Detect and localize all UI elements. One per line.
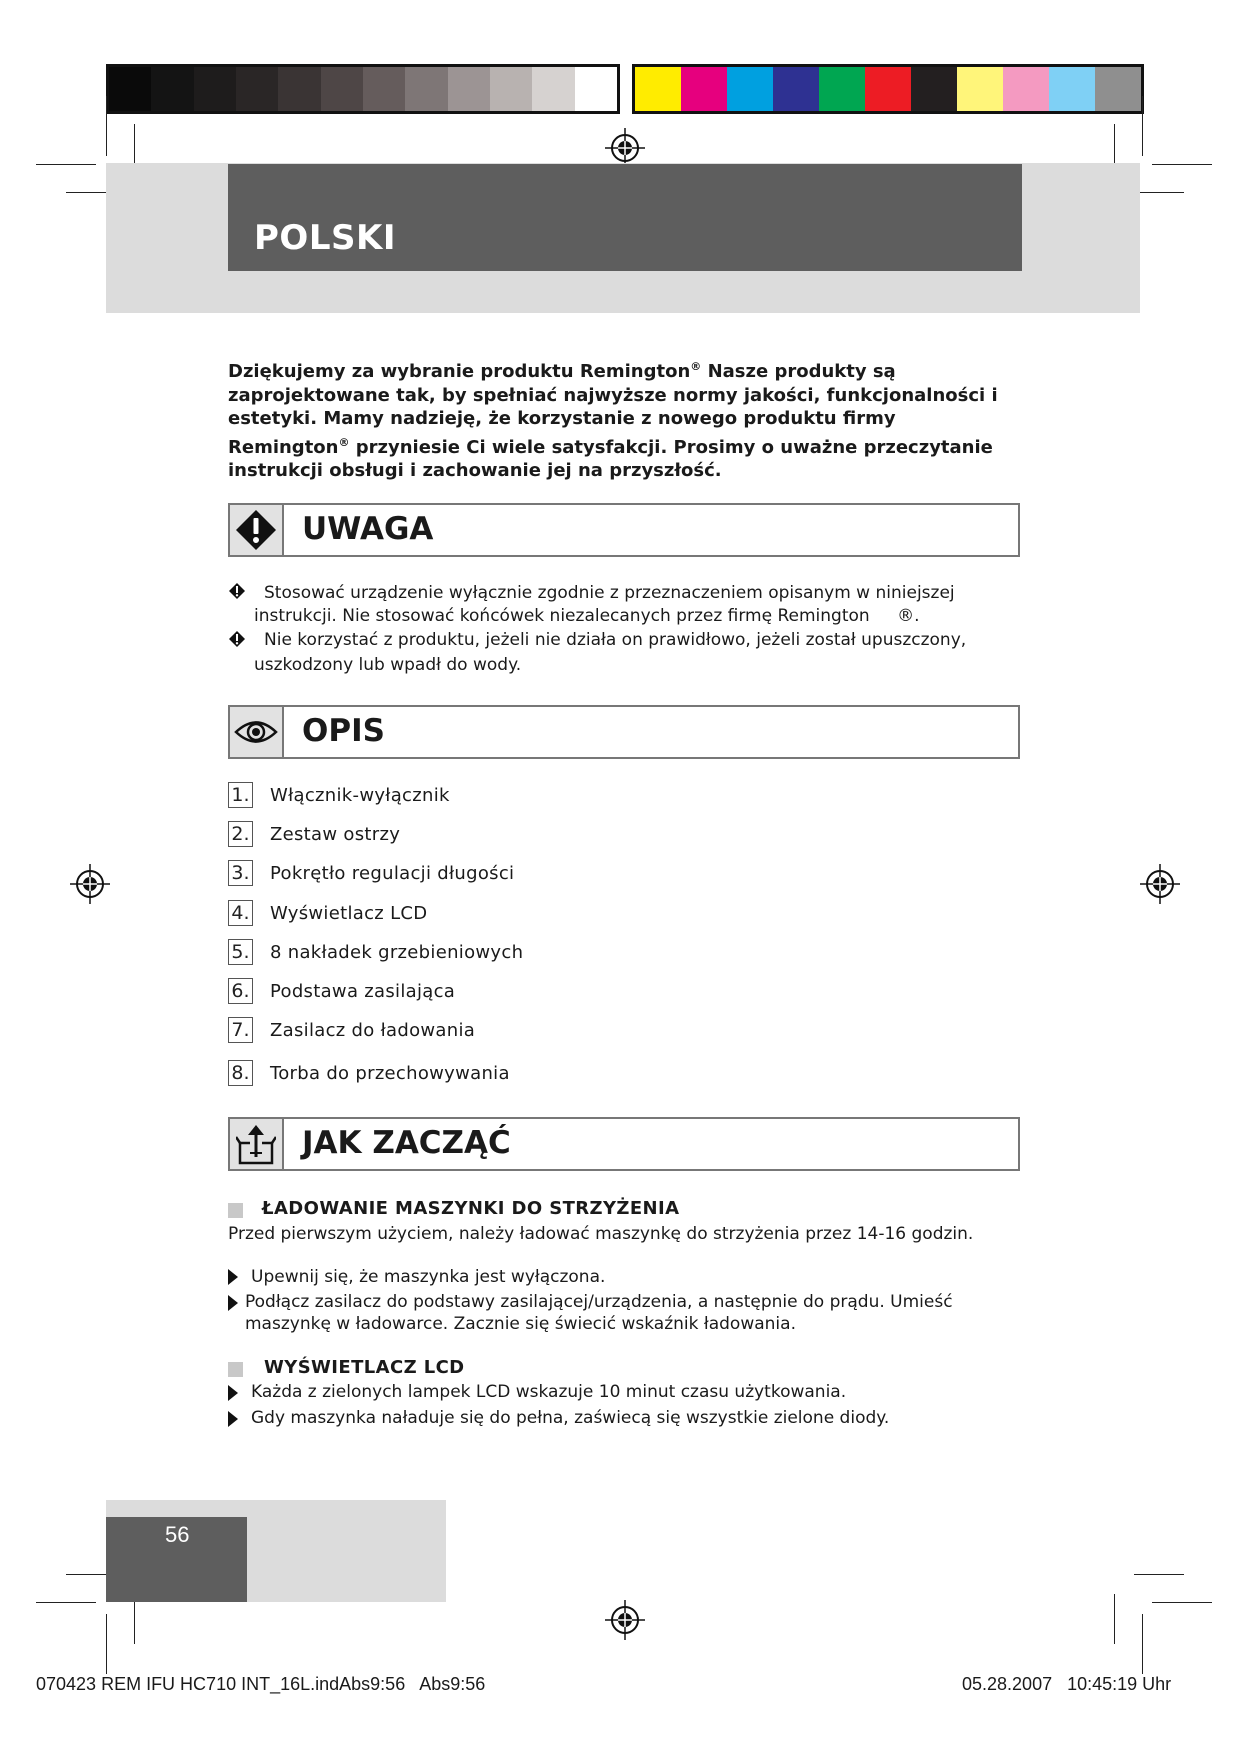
- warning-icon: [230, 505, 284, 555]
- lcd-bullet: Gdy maszynka naładuje się do pełna, zaświecą się wszystkie zielone diody.: [251, 1408, 890, 1428]
- color-swatch: [151, 67, 193, 111]
- item-number: 5.: [228, 939, 253, 965]
- lcd-heading: WYŚWIETLACZ LCD: [264, 1357, 465, 1378]
- list-item: [228, 780, 450, 810]
- lcd-bullet: Każda z zielonych lampek LCD wskazuje 10 minut czasu użytkowania.: [251, 1382, 847, 1402]
- color-swatch: [635, 67, 681, 111]
- color-swatch: [448, 67, 490, 111]
- color-swatch: [532, 67, 574, 111]
- crop-mark: [106, 1614, 107, 1674]
- list-item: [228, 1015, 475, 1045]
- item-number: 2.: [228, 821, 253, 847]
- crop-mark: [106, 96, 107, 156]
- item-label: Zasilacz do ładowania: [270, 1019, 476, 1041]
- list-item: [228, 976, 455, 1006]
- item-number: 1.: [228, 782, 253, 808]
- warning-bullet-icon: [228, 582, 246, 600]
- section-uwaga: [228, 503, 1020, 557]
- color-swatch: [957, 67, 1003, 111]
- color-swatch: [1095, 67, 1141, 111]
- item-label: Pokrętło regulacji długości: [270, 862, 515, 884]
- color-swatch: [490, 67, 532, 111]
- crop-mark: [1114, 1594, 1115, 1644]
- item-label: Torba do przechowywania: [270, 1062, 510, 1084]
- warning-item: [228, 628, 1018, 678]
- registration-mark-icon: [70, 864, 110, 904]
- item-label: 8 nakładek grzebieniowych: [270, 941, 524, 963]
- subheading-marker: [228, 1362, 243, 1377]
- intro-paragraph: Dziękujemy za wybranie produktu Remington® Nasze produkty są zaprojektowane tak, by spełniać najwyższe normy jakości, funkcjonalności i estetyki. Mamy nadzieję, że korzystanie z nowego produktu firmy Remington® przyniesie Ci wiele satysfakcji. Prosimy o uważne przeczytanie instrukcji obsługi i zachowanie jej na przyszłość.: [228, 360, 998, 481]
- warning-text-suffix: ®.: [897, 606, 920, 626]
- grayscale-color-bar: [106, 64, 620, 114]
- color-swatch: [911, 67, 957, 111]
- item-number: 4.: [228, 900, 253, 926]
- process-color-bar: [632, 64, 1144, 114]
- unbox-icon: [230, 1119, 284, 1169]
- color-swatch: [727, 67, 773, 111]
- page-title: POLSKI: [254, 218, 396, 258]
- item-number: 3.: [228, 860, 253, 886]
- item-number: 8.: [228, 1060, 253, 1086]
- warning-item: [228, 582, 1018, 628]
- charging-text: Przed pierwszym użyciem, należy ładować maszynkę do strzyżenia przez 14-16 godzin.: [228, 1224, 974, 1244]
- crop-mark: [1134, 1574, 1184, 1575]
- color-swatch: [236, 67, 278, 111]
- color-swatch: [405, 67, 447, 111]
- list-item: [228, 858, 514, 888]
- color-swatch: [773, 67, 819, 111]
- registration-mark-icon: [1140, 864, 1180, 904]
- charging-bullet: Podłącz zasilacz do podstawy zasilającej/urządzenia, a następnie do prądu. Umieść maszynkę w ładowarce. Zacznie się świecić wskaźnik ładowania.: [245, 1292, 953, 1334]
- color-swatch: [109, 67, 151, 111]
- list-item: [228, 1058, 510, 1088]
- list-item: [228, 898, 427, 928]
- crop-mark: [1152, 164, 1212, 165]
- registration-mark-icon: [605, 1600, 645, 1640]
- bullet-arrow-icon: [228, 1385, 238, 1401]
- list-item: [228, 937, 523, 967]
- section-title: OPIS: [302, 713, 385, 749]
- subheading-marker: [228, 1203, 243, 1218]
- color-swatch: [363, 67, 405, 111]
- item-number: 7.: [228, 1017, 253, 1043]
- section-opis: [228, 705, 1020, 759]
- crop-mark: [36, 164, 96, 165]
- eye-icon: [230, 707, 284, 757]
- section-title: JAK ZACZĄĆ: [302, 1125, 511, 1161]
- slug-left: 070423 REM IFU HC710 INT_16L.indAbs9:56 Abs9:56: [36, 1674, 486, 1694]
- color-swatch: [575, 67, 617, 111]
- color-swatch: [1003, 67, 1049, 111]
- crop-mark: [1134, 192, 1184, 193]
- charging-bullet: Upewnij się, że maszynka jest wyłączona.: [251, 1267, 606, 1287]
- section-title: UWAGA: [302, 511, 434, 547]
- page-number: 56: [165, 1522, 190, 1547]
- color-swatch: [819, 67, 865, 111]
- item-label: Zestaw ostrzy: [270, 823, 401, 845]
- crop-mark: [1142, 96, 1143, 156]
- bullet-arrow-icon: [228, 1411, 238, 1427]
- crop-mark: [1152, 1602, 1212, 1603]
- charging-heading: ŁADOWANIE MASZYNKI DO STRZYŻENIA: [262, 1198, 680, 1219]
- list-item: [228, 819, 400, 849]
- color-swatch: [1049, 67, 1095, 111]
- crop-mark: [1142, 1614, 1143, 1674]
- item-number: 6.: [228, 978, 253, 1004]
- item-label: Podstawa zasilająca: [270, 980, 456, 1002]
- color-swatch: [278, 67, 320, 111]
- bullet-arrow-icon: [228, 1295, 238, 1311]
- warning-text: Nie korzystać z produktu, jeżeli nie działa on prawidłowo, jeżeli został upuszczony, uszkodzony lub wpadł do wody.: [254, 630, 967, 675]
- slug-right: 05.28.2007 10:45:19 Uhr: [962, 1674, 1172, 1694]
- color-swatch: [321, 67, 363, 111]
- color-swatch: [681, 67, 727, 111]
- bullet-arrow-icon: [228, 1269, 238, 1285]
- item-label: Włącznik-wyłącznik: [270, 784, 450, 806]
- registration-mark-icon: [605, 128, 645, 168]
- item-label: Wyświetlacz LCD: [270, 902, 428, 924]
- crop-mark: [36, 1602, 96, 1603]
- color-swatch: [194, 67, 236, 111]
- color-swatch: [865, 67, 911, 111]
- section-jak-zaczac: [228, 1117, 1020, 1171]
- warning-text: Stosować urządzenie wyłącznie zgodnie z przeznaczeniem opisanym w niniejszej instrukcji. Nie stosować końcówek niezalecanych przez firmę Remington: [254, 583, 955, 626]
- warning-bullet-icon: [228, 630, 246, 648]
